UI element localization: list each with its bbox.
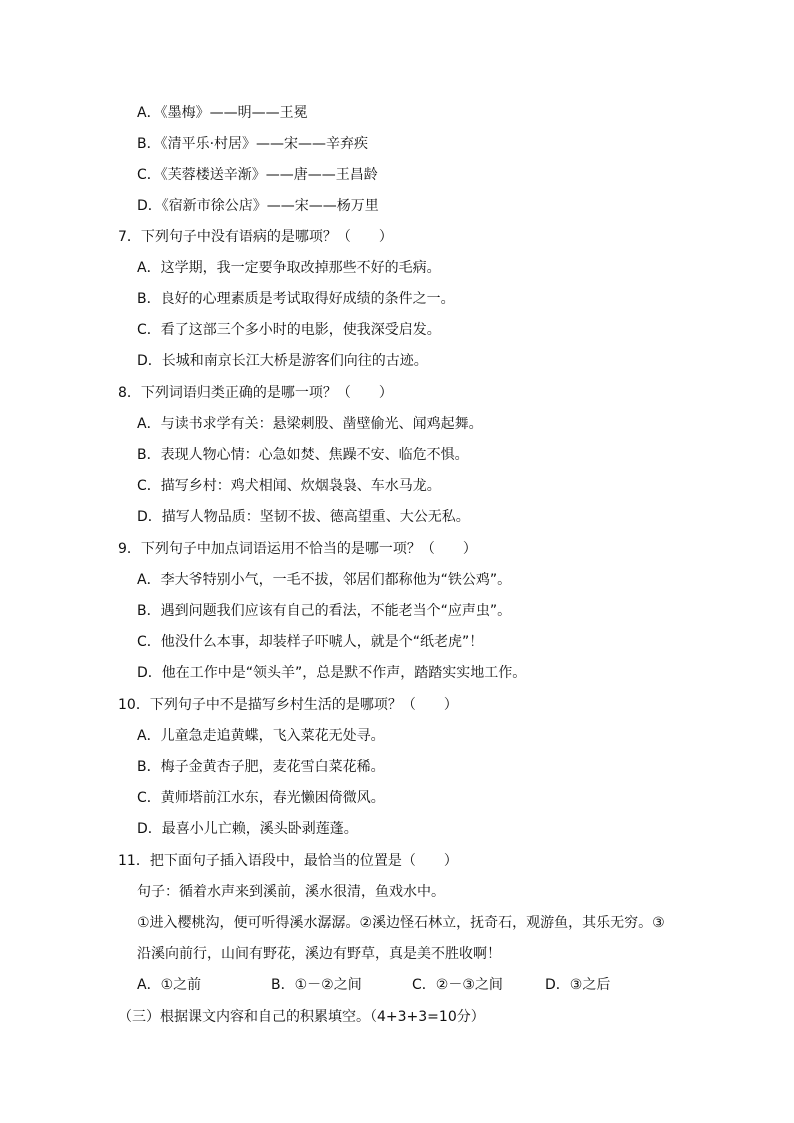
prev-option-d: D．《宿新市徐公店》——宋——杨万里 xyxy=(137,198,379,214)
question-8-option-c: C．描写乡村：鸡犬相闻、炊烟袅袅、车水马龙。 xyxy=(137,478,441,494)
question-11-option-d: D．③之后 xyxy=(545,977,611,993)
question-8-option-a: A．与读书求学有关：悬梁刺股、凿壁偷光、闻鸡起舞。 xyxy=(137,416,483,432)
question-7-option-c: C．看了这部三个多小时的电影，使我深受启发。 xyxy=(137,322,441,338)
question-9-option-b: B．遇到问题我们应该有自己的看法，不能老当个“应声虫”。 xyxy=(137,603,512,619)
question-7-stem: 7．下列句子中没有语病的是哪项？（ ） xyxy=(118,229,393,245)
question-11-option-b: B．①－②之间 xyxy=(271,977,362,993)
question-11-passage-line-1: ①进入樱桃沟，便可听得溪水潺潺。②溪边怪石林立，抚奇石，观游鱼，其乐无穷。③ xyxy=(137,915,665,931)
question-8-option-b: B．表现人物心情：心急如焚、焦躁不安、临危不惧。 xyxy=(137,447,469,463)
question-9-option-d: D．他在工作中是“领头羊”，总是默不作声，踏踏实实地工作。 xyxy=(137,665,527,681)
question-7-option-b: B．良好的心理素质是考试取得好成绩的条件之一。 xyxy=(137,291,455,307)
question-10-option-d: D．最喜小儿亡赖，溪头卧剥莲蓬。 xyxy=(137,821,358,837)
question-10-option-c: C．黄师塔前江水东，春光懒困倚微风。 xyxy=(137,790,385,806)
question-10-option-a: A．儿童急走追黄蝶，飞入菜花无处寻。 xyxy=(137,728,385,744)
prev-option-a: A．《墨梅》——明——王冕 xyxy=(137,105,308,121)
question-11-passage-line-2: 沿溪向前行，山间有野花，溪边有野草，真是美不胜收啊！ xyxy=(137,946,501,962)
section-3-heading: （三）根据课文内容和自己的积累填空。（4+3+3=10分） xyxy=(118,1009,485,1025)
question-9-option-a: A．李大爷特别小气，一毛不拔，邻居们都称他为“铁公鸡”。 xyxy=(137,572,512,588)
question-11-option-c: C．②－③之间 xyxy=(412,977,503,993)
question-11-sentence: 句子：循着水声来到溪前，溪水很清，鱼戏水中。 xyxy=(137,884,445,900)
question-8-option-d: D．描写人物品质：坚韧不拔、德高望重、大公无私。 xyxy=(137,509,470,525)
question-7-option-a: A．这学期，我一定要争取改掉那些不好的毛病。 xyxy=(137,260,441,276)
question-9-option-c: C．他没什么本事，却装样子吓唬人，就是个“纸老虎”！ xyxy=(137,634,484,650)
question-10-option-b: B．梅子金黄杏子肥，麦花雪白菜花稀。 xyxy=(137,759,385,775)
question-10-stem: 10．下列句子中不是描写乡村生活的是哪项？（ ） xyxy=(118,697,458,713)
question-9-stem: 9．下列句子中加点词语运用不恰当的是哪一项？（ ） xyxy=(118,541,477,557)
prev-option-b: B．《清平乐·村居》——宋——辛弃疾 xyxy=(137,136,369,152)
question-8-stem: 8．下列词语归类正确的是哪一项？（ ） xyxy=(118,385,393,401)
question-11-stem: 11．把下面句子插入语段中，最恰当的位置是（ ） xyxy=(118,853,458,869)
question-11-options xyxy=(137,975,610,995)
question-7-option-d: D．长城和南京长江大桥是游客们向往的古迹。 xyxy=(137,353,428,369)
question-11-option-a: A．①之前 xyxy=(137,977,202,993)
prev-option-c: C．《芙蓉楼送辛渐》——唐——王昌龄 xyxy=(137,167,378,183)
